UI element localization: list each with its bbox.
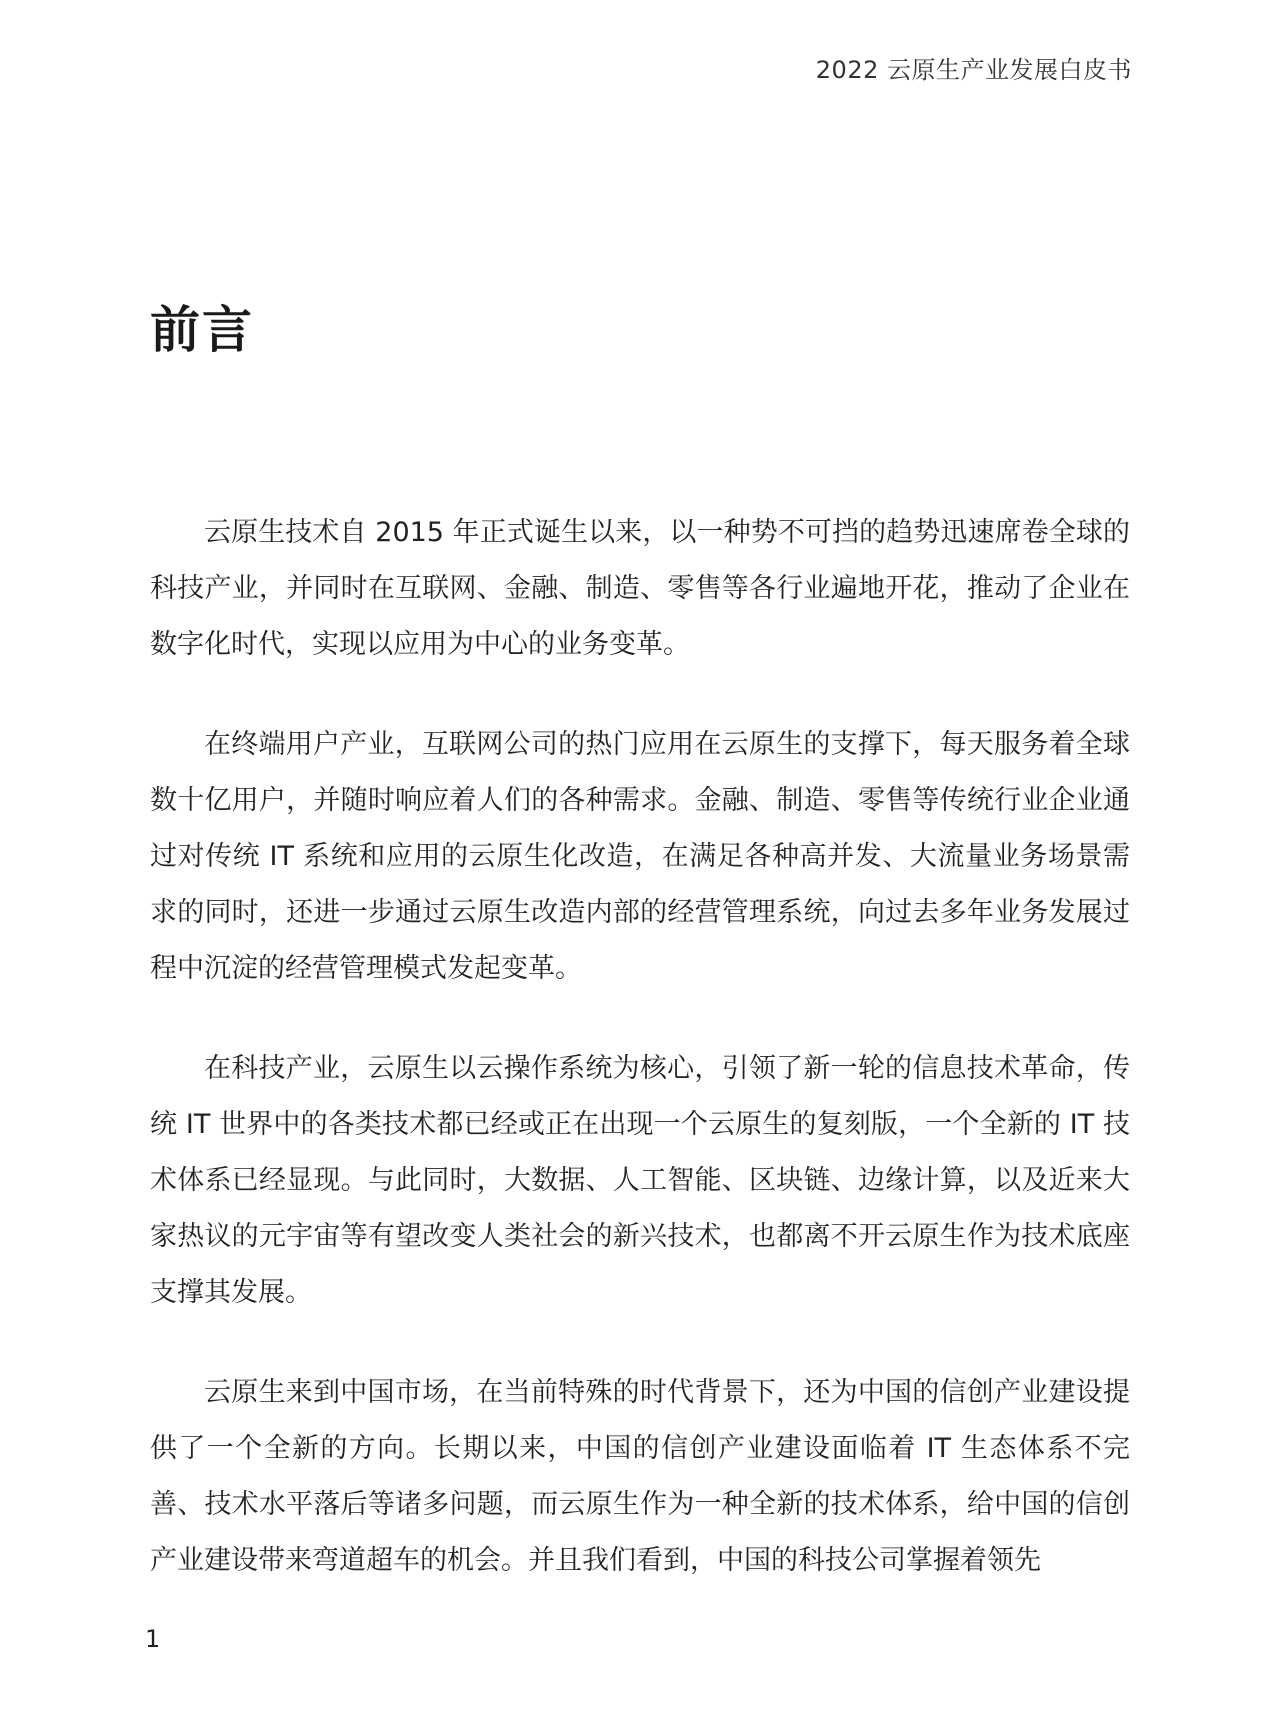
paragraph-4: 云原生来到中国市场，在当前特殊的时代背景下，还为中国的信创产业建设提供了一个全新的方向。长期以来，中国的信创产业建设面临着 IT 生态体系不完善、技术水平落后等诸多问题，而云原生作为一种全新的技术体系，给中国的信创产业建设带来弯道超车的机会。并且我们看到，中国的科技公司掌握着领先 <box>150 1377 1130 1576</box>
paragraph-3: 在科技产业，云原生以云操作系统为核心，引领了新一轮的信息技术革命，传统 IT 世界中的各类技术都已经或正在出现一个云原生的复刻版，一个全新的 IT 技术体系已经显现。与此同时，大数据、人工智能、区块链、边缘计算，以及近来大家热议的元宇宙等有望改变人类社会的新兴技术，也都离不开云原生作为技术底座支撑其发展。 <box>150 1053 1130 1308</box>
chapter-title: 前言 <box>150 301 254 359</box>
paragraph-2: 在终端用户产业，互联网公司的热门应用在云原生的支撑下，每天服务着全球数十亿用户，并随时响应着人们的各种需求。金融、制造、零售等传统行业企业通过对传统 IT 系统和应用的云原生化改造，在满足各种高并发、大流量业务场景需求的同时，还进一步通过云原生改造内部的经营管理系统，向过去多年业务发展过程中沉淀的经营管理模式发起变革。 <box>150 729 1130 984</box>
running-header: 2022 云原生产业发展白皮书 <box>815 56 1132 84</box>
paragraph-1: 云原生技术自 2015 年正式诞生以来，以一种势不可挡的趋势迅速席卷全球的科技产业，并同时在互联网、金融、制造、零售等各行业遍地开花，推动了企业在数字化时代，实现以应用为中心的业务变革。 <box>150 517 1130 660</box>
page-number: 1 <box>145 1625 161 1653</box>
body-text <box>150 505 1130 1633</box>
